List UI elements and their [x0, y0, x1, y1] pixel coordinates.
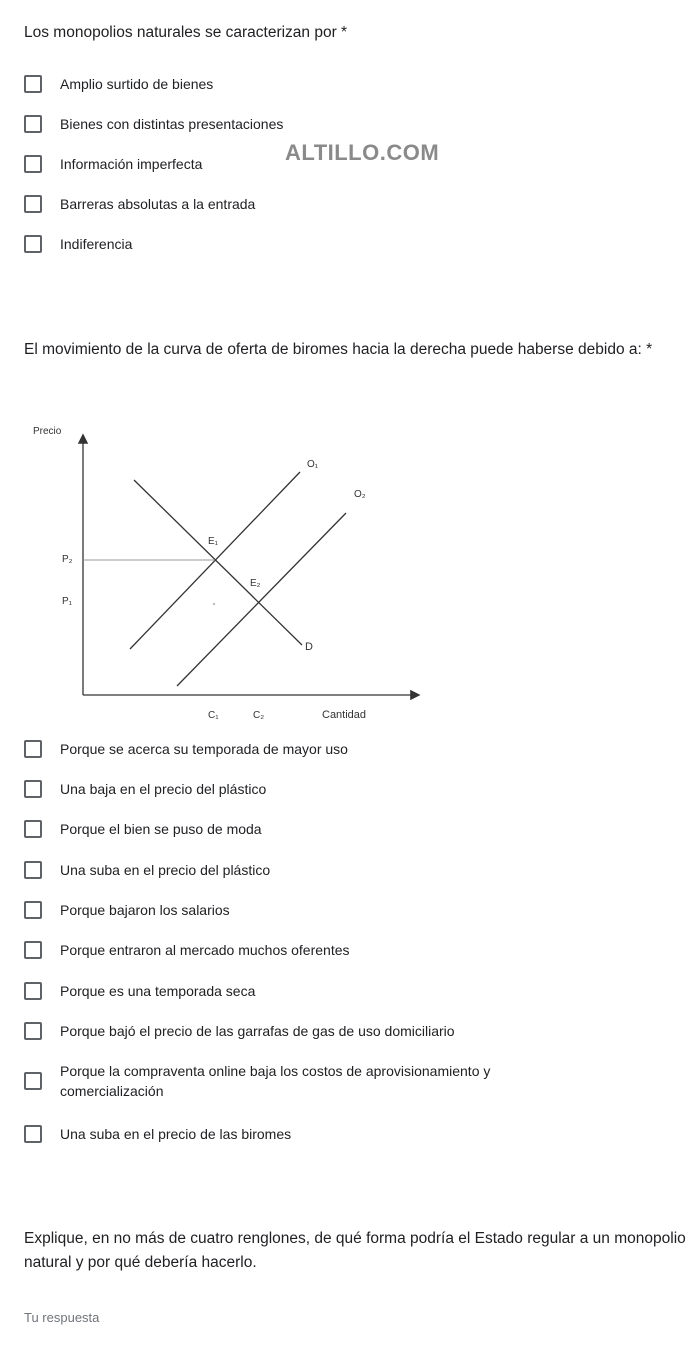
q2-option-2[interactable]	[24, 779, 266, 799]
question-3-title: Explique, en no más de cuatro renglones, de qué forma podría el Estado regular a un monopolio natural y por qué debería hacerlo.	[24, 1230, 686, 1271]
option-label: Barreras absolutas a la entrada	[60, 196, 256, 212]
answer-input[interactable]: Tu respuesta	[24, 1310, 100, 1325]
demand-curve	[134, 480, 302, 645]
q1-option-2[interactable]	[24, 114, 283, 134]
option-label: Una suba en el precio del plástico	[60, 862, 271, 878]
q2-option-6[interactable]	[24, 940, 350, 960]
option-label: Una baja en el precio del plástico	[60, 781, 267, 797]
checkbox[interactable]	[24, 155, 42, 173]
q2-option-9[interactable]	[24, 1061, 580, 1101]
checkbox[interactable]	[24, 901, 42, 919]
q2-option-1[interactable]	[24, 739, 348, 759]
qty-c1-label: C₁	[208, 710, 219, 721]
curve-d-label: D	[305, 641, 313, 653]
curve-o2-label: O₂	[354, 489, 366, 500]
q2-option-5[interactable]	[24, 900, 230, 920]
checkbox[interactable]	[24, 941, 42, 959]
option-label: Amplio surtido de bienes	[60, 76, 214, 92]
question-2-title: El movimiento de la curva de oferta de biromes hacia la derecha puede haberse debido a: *	[24, 341, 653, 358]
curve-o1-label: O₁	[307, 459, 319, 470]
checkbox[interactable]	[24, 75, 42, 93]
q1-option-4[interactable]	[24, 194, 255, 214]
supply-curve-o2	[177, 513, 346, 686]
q2-option-7[interactable]	[24, 981, 255, 1001]
checkbox[interactable]	[24, 861, 42, 879]
supply-demand-graph	[0, 410, 440, 730]
option-label: Porque la compraventa online baja los costos de aprovisionamiento y comercialización	[60, 1063, 491, 1099]
point-e2-label: E₂	[250, 578, 261, 589]
checkbox[interactable]	[24, 1022, 42, 1040]
option-label: Porque bajaron los salarios	[60, 902, 230, 918]
checkbox[interactable]	[24, 235, 42, 253]
stray-dot	[213, 603, 215, 605]
option-label: Porque entraron al mercado muchos oferentes	[60, 942, 350, 958]
x-axis-label: Cantidad	[322, 709, 367, 721]
qty-c2-label: C₂	[253, 710, 265, 721]
option-label: Una suba en el precio de las biromes	[60, 1126, 292, 1142]
option-label: Indiferencia	[60, 236, 133, 252]
option-label: Porque bajó el precio de las garrafas de gas de uso domiciliario	[60, 1023, 455, 1039]
checkbox[interactable]	[24, 740, 42, 758]
option-label: Porque es una temporada seca	[60, 983, 256, 999]
price-p1-label: P₁	[62, 596, 73, 607]
y-axis-label: Precio	[33, 426, 62, 437]
question-1-title: Los monopolios naturales se caracterizan por *	[24, 24, 348, 41]
checkbox[interactable]	[24, 195, 42, 213]
watermark: ALTILLO.COM	[285, 140, 440, 165]
q1-option-1[interactable]	[24, 74, 213, 94]
q2-option-3[interactable]	[24, 819, 262, 839]
point-e1-label: E₁	[208, 536, 219, 547]
option-label: Porque el bien se puso de moda	[60, 821, 262, 837]
option-label: Bienes con distintas presentaciones	[60, 116, 284, 132]
q1-option-5[interactable]	[24, 234, 132, 254]
checkbox[interactable]	[24, 820, 42, 838]
q2-option-8[interactable]	[24, 1021, 455, 1041]
checkbox[interactable]	[24, 780, 42, 798]
q2-option-10[interactable]	[24, 1124, 291, 1144]
q2-option-4[interactable]	[24, 860, 270, 880]
checkbox[interactable]	[24, 1072, 42, 1090]
checkbox[interactable]	[24, 982, 42, 1000]
checkbox[interactable]	[24, 1125, 42, 1143]
option-label: Porque se acerca su temporada de mayor uso	[60, 741, 348, 757]
option-label: Información imperfecta	[60, 156, 203, 172]
checkbox[interactable]	[24, 115, 42, 133]
q1-option-3[interactable]	[24, 154, 202, 174]
price-p2-label: P₂	[62, 554, 73, 565]
